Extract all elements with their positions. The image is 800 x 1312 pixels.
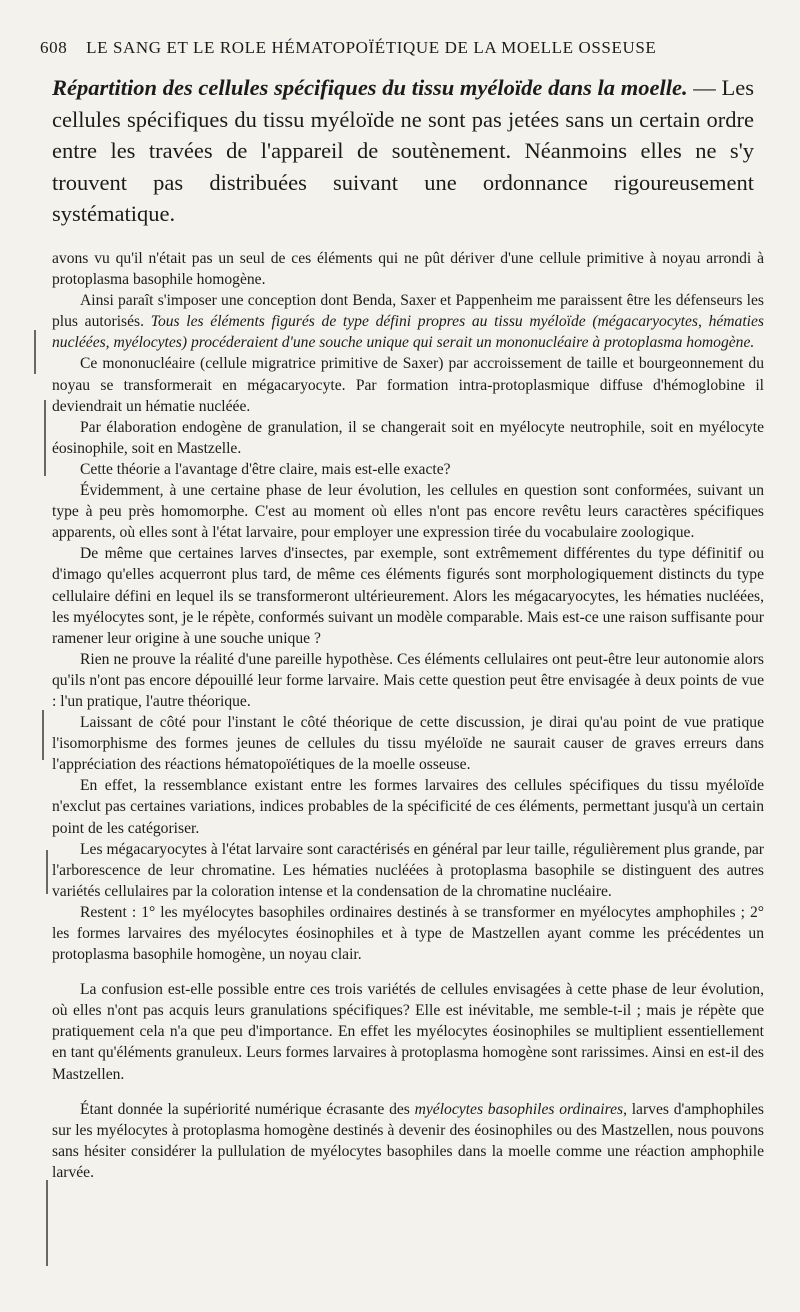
page-number: 608	[40, 38, 68, 57]
running-header	[40, 38, 730, 58]
section-title: Répartition des cellules spécifiques du tissu myéloïde dans la moelle.	[52, 75, 688, 100]
paragraph-italic-text: myélocytes basophiles ordinaires	[414, 1100, 624, 1118]
paragraph: avons vu qu'il n'était pas un seul de ces éléments qui ne pût dériver d'une cellule primitive à noyau arrondi à protoplasma basophile homogène.	[52, 250, 764, 289]
paragraph-text: , larves d'amphophiles sur les myélocytes à protoplasma homogène destinés à devenir des éosinophiles ou des Mastzellen, nous pouvons sans hésiter considérer la pullulation de myélocytes basophiles dans la moelle comme une réaction amphophile larvée.	[52, 1100, 764, 1181]
margin-mark	[46, 850, 48, 894]
paragraph: En effet, la ressemblance existant entre les formes larvaires des cellules spécifiques du tissu myéloïde n'exclut pas certaines variations, indices probables de la spécificité de ces éléments, permettant jusqu'à un certain point de les catégoriser.	[52, 777, 764, 837]
paragraph: Par élaboration endogène de granulation, il se changerait soit en myélocyte neutrophile, soit en myélocyte éosinophile, soit en Mastzelle.	[52, 418, 764, 457]
paragraph: Laissant de côté pour l'instant le côté théorique de cette discussion, je dirai qu'au point de vue pratique l'isomorphisme des formes jeunes de cellules du tissu myéloïde ne saurait causer de graves erreurs dans l'appréciation des réactions hématopoïétiques de la moelle osseuse.	[52, 714, 764, 774]
paragraph: Rien ne prouve la réalité d'une pareille hypothèse. Ces éléments cellulaires ont peut-être leur autonomie alors qu'ils n'ont pas encore dépouillé leur forme larvaire. Mais cette question peut être envisagée à deux points de vue : l'un pratique, l'autre théorique.	[52, 650, 764, 710]
paragraph	[52, 1099, 764, 1183]
margin-mark	[34, 330, 36, 374]
margin-mark	[46, 1180, 48, 1266]
paragraph-italic-text: Tous les éléments figurés de type défini propres au tissu myéloïde (mégacaryocytes, hématies nucléées, myélocytes) procéderaient d'une souche unique qui serait un mononucléaire à protoplasma homogène.	[52, 313, 765, 352]
paragraph: Cette théorie a l'avantage d'être claire, mais est-elle exacte?	[80, 460, 451, 478]
margin-mark	[42, 710, 44, 760]
paragraph: Restent : 1° les myélocytes basophiles ordinaires destinés à se transformer en myélocytes amphophiles ; 2° les formes larvaires des myélocytes éosinophiles et à type de Mastzellen ayant comme les précédentes un protoplasma basophile homogène, un noyau clair.	[52, 903, 764, 964]
running-title: LE SANG ET LE ROLE HÉMATOPOÏÉTIQUE DE LA MOELLE OSSEUSE	[86, 38, 657, 57]
section-text: — Les cellules spécifiques du tissu myéloïde ne sont pas jetées sans un certain ordre entre les travées de l'appareil de soutènement. Néanmoins elles ne s'y trouvent pas distribuées suivant une ordonnance rigoureusement systématique.	[52, 75, 754, 226]
margin-mark	[44, 400, 46, 476]
paragraph-text: Ainsi paraît s'imposer une conception dont Benda, Saxer et Pappenheim me paraissent être les défenseurs les plus autorisés.	[52, 292, 764, 331]
paragraph: Évidemment, à une certaine phase de leur évolution, les cellules en question sont conformées, suivant un type à peu près homomorphe. C'est au moment où elles n'ont pas encore revêtu leurs caractères spécifiques apparents, où elles sont à l'état larvaire, pour employer une expression tirée du vocabulaire zoologique.	[52, 482, 764, 542]
paragraph-text: Étant donnée la supériorité numérique écrasante des	[80, 1100, 415, 1118]
body-text	[52, 248, 764, 1183]
paragraph: Les mégacaryocytes à l'état larvaire sont caractérisés en général par leur taille, régulièrement plus grande, par l'arborescence de leur chromatine. Les hématies nucléées à protoplasma basophile se distinguent des autres variétés cellulaires par la coloration intense et la condensation de la chromatine nucléaire.	[52, 840, 764, 900]
paragraph: De même que certaines larves d'insectes, par exemple, sont extrêmement différentes du type définitif ou d'imago qu'elles acquerront plus tard, de même ces éléments figurés sont morphologiquement distincts du type cellulaire défini en lequel ils se transformeront ultérieurement. Alors les mégacaryocytes, les hématies nucléées, les myélocytes sont, je le répète, conformés suivant un modèle comparable. Mais est-ce une raison suffisante pour ramener leur origine à une souche unique ?	[52, 545, 764, 647]
section-paragraph	[52, 72, 754, 230]
paragraph	[52, 290, 764, 353]
paragraph: Ce mononucléaire (cellule migratrice primitive de Saxer) par accroissement de taille et bourgeonnement du noyau se transformerait en mégacaryocyte. Par formation intra-protoplasmique diffuse d'hémoglobine il deviendrait un hématie nucléée.	[52, 355, 764, 415]
paragraph: La confusion est-elle possible entre ces trois variétés de cellules envisagées à cette phase de leur évolution, où elles n'ont pas acquis leurs granulations spécifiques? Elle est inévitable, me semble-t-il ; mais je répète que pratiquement cela n'a que peu d'importance. En effet les myélocytes éosinophiles se multiplient essentiellement en tant qu'éléments granuleux. Leurs formes larvaires à protoplasma homogène sont rarissimes. Ainsi en est-il des Mastzellen.	[52, 981, 764, 1083]
